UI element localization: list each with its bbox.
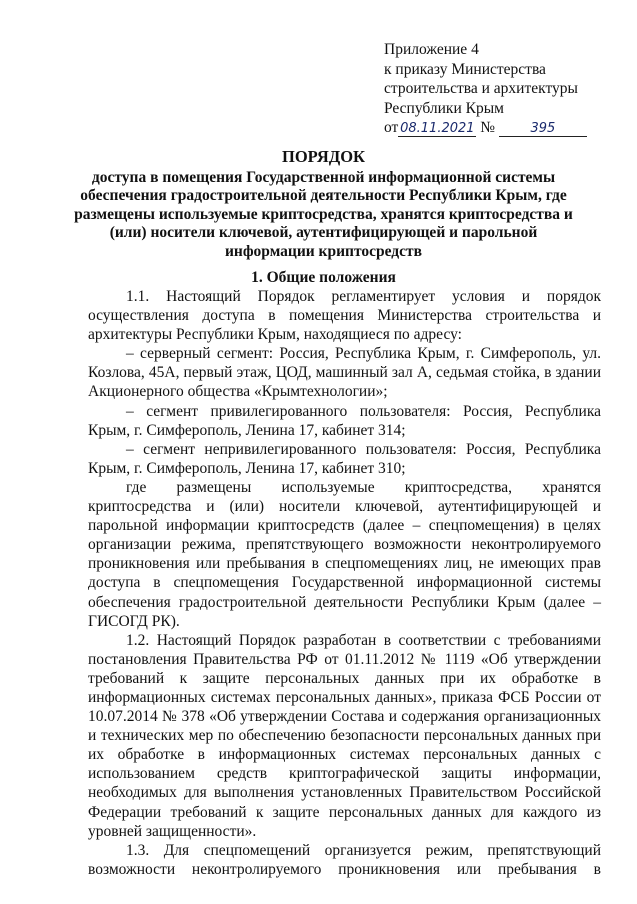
paragraph-1-2: 1.2. Настоящий Порядок разработан в соответствии с требованиями постановления Правительства РФ от 01.11.2012 № 1119 «Об утверждении требований к защите персональных данных при их обработке в информационных системах персональных данных», приказа ФСБ России от 10.07.2014 № 378 «Об утверждении Состава и содержания организационных и технических мер по обеспечению безопасности персональных данных при их обработке в информационных системах персональных данных с использованием средств криптографической защиты информации, необходимых для выполнения установленных Правительством Российской Федерации требований к защите персональных данных для каждого из уровней защищенности». [88, 631, 601, 840]
title-main: ПОРЯДОК [282, 147, 365, 166]
list-item-unprivileged-segment: – сегмент непривилегированного пользователя: Россия, Республика Крым, г. Симферополь, Ленина 17, кабинет 310; [88, 440, 601, 477]
appendix-line: Приложение 4 [384, 41, 479, 58]
paragraph-1-1-continuation: где размещены используемые криптосредства, хранятся криптосредства и (или) носители ключевой, аутентифицирующей и парольной информации криптосредств (далее – спецпомещения) в целях организации режима, препятствующего возможности неконтролируемого проникновения или пребывания в спецпомещениях лиц, не имеющих прав доступа в спецпомещения Государственной информационной системы обеспечения градостроительной деятельности Республики Крым (далее – ГИСОГД РК). [88, 478, 601, 630]
list-item-server-segment: – серверный сегмент: Россия, Республика Крым, г. Симферополь, ул. Козлова, 45А, первый этаж, ЦОД, машинный зал А, седьмая стойка, в здании Акционерного общества «Крымтехнологии»; [88, 345, 601, 401]
list-item-privileged-segment: – сегмент привилегированного пользователя: Россия, Республика Крым, г. Симферополь, Ленина 17, кабинет 314; [88, 402, 601, 439]
appendix-block [384, 40, 614, 138]
title-subtitle-line: доступа в помещения Государственной информационной системы [91, 168, 556, 186]
appendix-line: Республики Крым [384, 99, 504, 117]
appendix-line: к приказу Министерства [384, 60, 546, 78]
handwritten-date: 08.11.2021 [400, 121, 475, 136]
title-subtitle-line: (или) носители ключевой, аутентифицирующей и парольной [109, 224, 538, 241]
appendix-line: строительства и архитектуры [384, 80, 578, 97]
date-prefix: от [384, 119, 399, 136]
document-title [60, 148, 587, 261]
paragraph-1-1: 1.1. Настоящий Порядок регламентирует условия и порядок осуществления доступа в помещения Министерства строительства и архитектуры Республики Крым, находящиеся по адресу: [88, 288, 601, 344]
appendix-date-line [384, 118, 614, 138]
title-subtitle-line: обеспечения градостроительной деятельности Республики Крым, где [80, 187, 567, 204]
section-heading: 1. Общие положения [251, 269, 396, 286]
number-prefix: № [480, 119, 495, 136]
title-subtitle-line: информации криптосредств [224, 242, 423, 260]
paragraph-1-3: 1.3. Для спецпомещений организуется режим, препятствующий возможности неконтролируемого проникновения или пребывания в [88, 841, 601, 878]
section-body [88, 287, 601, 879]
title-subtitle-line: размещены используемые криптосредства, хранятся криптосредства и [74, 205, 573, 223]
handwritten-number: 395 [499, 122, 587, 137]
